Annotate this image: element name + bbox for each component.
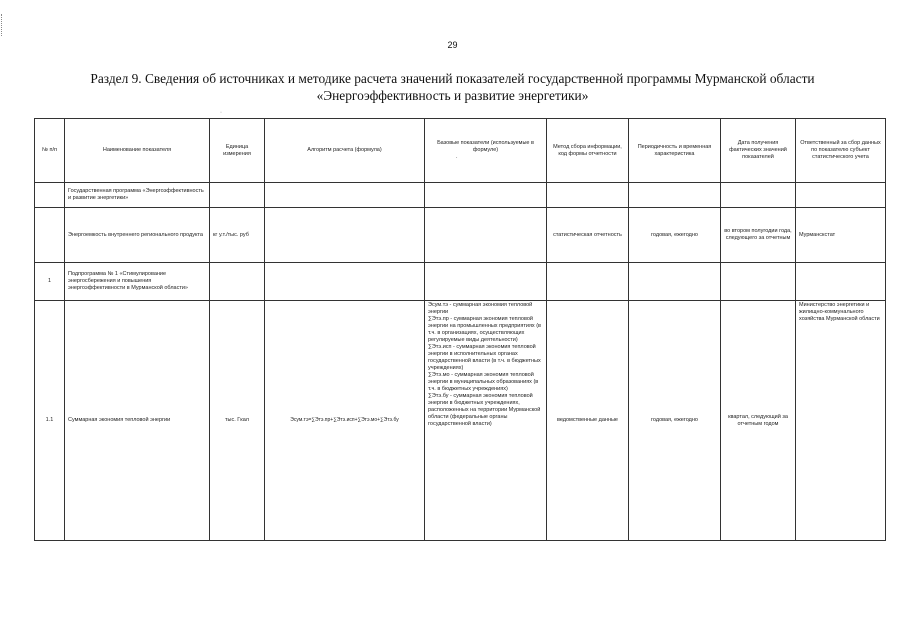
cell-date: квартал, следующий за отчетным годом [721,301,796,541]
cell-name: Энергоемкость внутреннего регионального продукта [65,208,210,263]
table-row [35,208,886,263]
table-row [35,301,886,541]
table-row [35,183,886,208]
header-periodicity: Периодичность и временная характеристика [629,119,721,183]
header-responsible: Ответственный за сбор данных по показателю субъект статистического учета [796,119,886,183]
header-method: Метод сбора информации, код формы отчетности [547,119,629,183]
cell-base: Эсум.тэ - суммарная экономия тепловой энергии ∑Этэ.пр - суммарная экономия тепловой энергии на промышленных предприятиях (в т.ч. в организациях, осуществляющих регулируемые виды деятельности) ∑Этэ.исп - суммарная экономия тепловой энергии в исполнительных органах государственной власти (в т.ч. в бюджетных учреждениях) ∑Этэ.мо - суммарная экономия тепловой энергии в муниципальных образованиях (в т.ч. в бюджетных учреждениях) ∑Этэ.бу - суммарная экономия тепловой энергии в бюджетных учреждениях, расположенных на территории Мурманской области (федеральные органы государственной власти) [425,301,547,541]
cell-num: 1 [35,263,65,301]
cell-base [425,208,547,263]
cell-unit [210,183,265,208]
cell-formula [265,183,425,208]
cell-period: годовая, ежегодно [629,208,721,263]
cell-formula: Эсум.тэ=∑Этэ.пр+∑Этэ.исп+∑Этэ.мо+∑Этэ.бу [265,301,425,541]
cell-method: статистическая отчетность [547,208,629,263]
page-number: 29 [447,40,458,50]
cell-name: Суммарная экономия тепловой энергии [65,301,210,541]
stray-mark: · [220,110,222,116]
cell-period [629,183,721,208]
cell-method [547,183,629,208]
cell-num [35,183,65,208]
cell-responsible: Мурманскстат [796,208,886,263]
header-formula: Алгоритм расчета (формула) [265,119,425,183]
cell-date [721,263,796,301]
cell-formula [265,208,425,263]
cell-num [35,208,65,263]
section-title-line-1: Раздел 9. Сведения об источниках и методике расчета значений показателей государственной программы Мурманской области [90,71,815,86]
section-title [20,70,885,104]
cell-formula [265,263,425,301]
header-indicator-name: Наименование показателя [65,119,210,183]
cell-period: годовая, ежегодно [629,301,721,541]
header-unit: Единица измерения [210,119,265,183]
table-row [35,263,886,301]
cell-period [629,263,721,301]
cell-method: ведомственные данные [547,301,629,541]
header-date: Дата получения фактических значений показателей [721,119,796,183]
cell-method [547,263,629,301]
cell-base [425,183,547,208]
header-base-indicators-label: Базовые показатели (используемые в формуле) [437,140,534,153]
cell-name: Подпрограмма № 1 «Стимулирование энергосбережения и повышения энергоэффективности в Мурманской области» [65,263,210,301]
cell-num: 1.1 [35,301,65,541]
section-title-line-2: «Энергоэффективность и развитие энергетики» [316,88,589,103]
header-num: № п/п [35,119,65,183]
cell-responsible [796,263,886,301]
indicators-table [34,118,886,541]
cell-date: во втором полугодии года, следующего за отчетным [721,208,796,263]
cell-base [425,263,547,301]
cell-date [721,183,796,208]
table-header-row [35,119,886,183]
cell-unit: тыс. Гкал [210,301,265,541]
cell-unit [210,263,265,301]
scan-edge-mark [1,14,5,36]
cell-unit: кг у.т./тыс. руб [210,208,265,263]
header-base-indicators [425,119,547,183]
cell-responsible [796,183,886,208]
header-dot: . [456,154,458,160]
cell-responsible: Министерство энергетики и жилищно-коммунального хозяйства Мурманской области [796,301,886,541]
cell-name: Государственная программа «Энергоэффективность и развитие энергетики» [65,183,210,208]
